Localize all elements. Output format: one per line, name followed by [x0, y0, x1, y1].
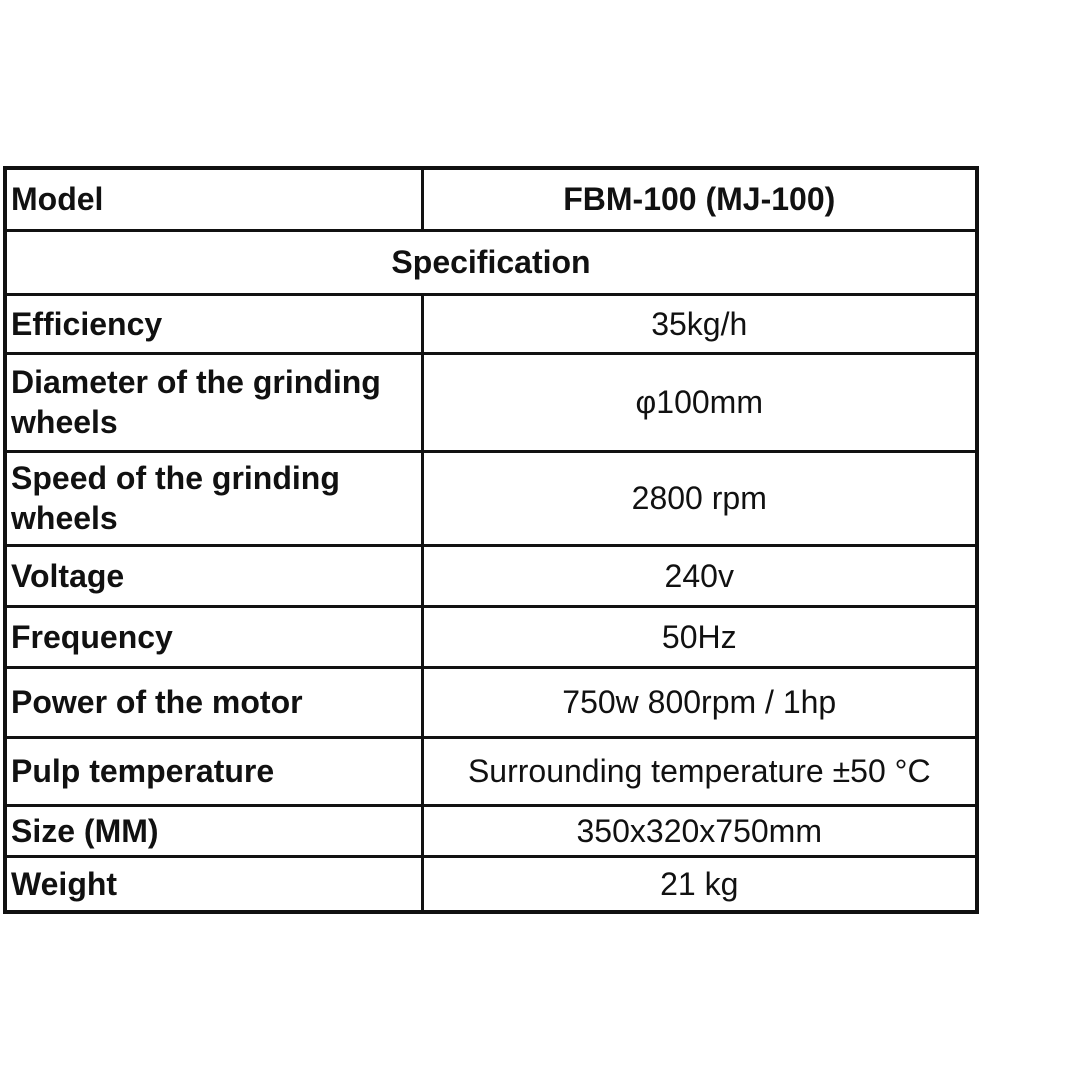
row-label: Weight: [5, 856, 422, 912]
table-row: [5, 856, 977, 912]
row-value: 2800 rpm: [422, 451, 977, 545]
row-value: 21 kg: [422, 856, 977, 912]
row-value: 240v: [422, 545, 977, 606]
row-value: 50Hz: [422, 606, 977, 667]
model-value: FBM-100 (MJ-100): [422, 168, 977, 230]
row-label: Pulp temperature: [5, 737, 422, 805]
row-value: Surrounding temperature ±50 °C: [422, 737, 977, 805]
table-row: [5, 545, 977, 606]
table-row: [5, 606, 977, 667]
row-label: Power of the motor: [5, 667, 422, 737]
table-row: [5, 805, 977, 856]
row-value: 35kg/h: [422, 294, 977, 353]
table-row: [5, 294, 977, 353]
row-label: Diameter of the grinding wheels: [5, 353, 422, 451]
table-header-row: [5, 168, 977, 230]
row-label: Speed of the grinding wheels: [5, 451, 422, 545]
table-row: [5, 353, 977, 451]
model-label: Model: [5, 168, 422, 230]
spec-table: [3, 166, 979, 914]
row-label: Size (MM): [5, 805, 422, 856]
section-row: [5, 230, 977, 294]
section-title: Specification: [5, 230, 977, 294]
table-row: [5, 667, 977, 737]
table-row: [5, 451, 977, 545]
row-value: φ100mm: [422, 353, 977, 451]
row-value: 750w 800rpm / 1hp: [422, 667, 977, 737]
row-label: Frequency: [5, 606, 422, 667]
table-row: [5, 737, 977, 805]
row-label: Voltage: [5, 545, 422, 606]
row-value: 350x320x750mm: [422, 805, 977, 856]
row-label: Efficiency: [5, 294, 422, 353]
